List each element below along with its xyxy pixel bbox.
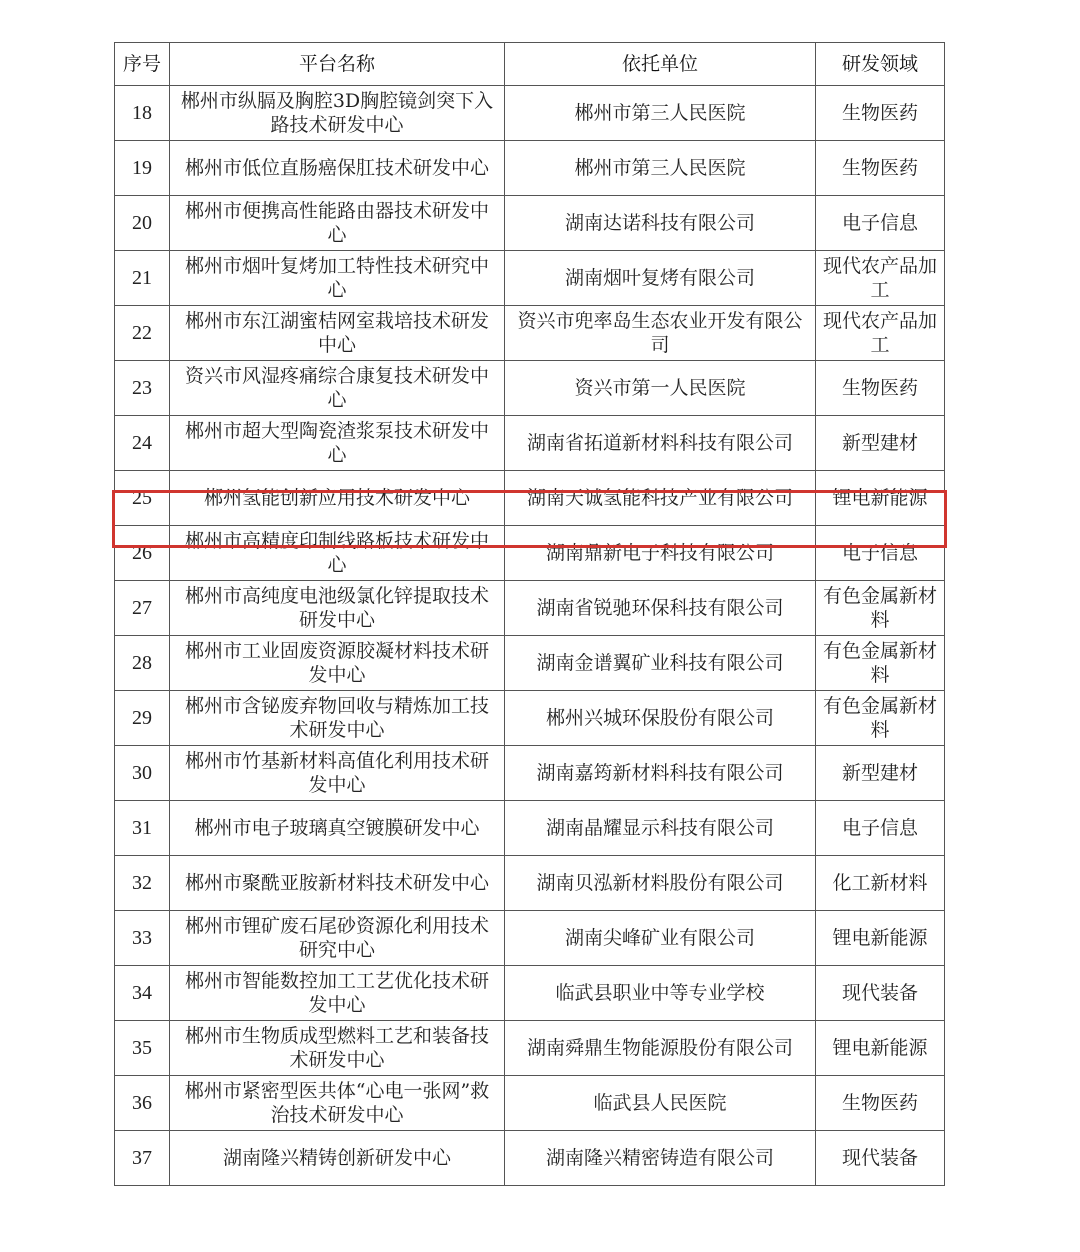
cell-host-unit: 临武县人民医院 <box>505 1076 816 1131</box>
table-row <box>115 856 945 911</box>
cell-host-unit: 湖南嘉筠新材料科技有限公司 <box>505 746 816 801</box>
cell-host-unit: 湖南天诚氢能科技产业有限公司 <box>505 471 816 526</box>
cell-serial-number: 31 <box>115 801 170 856</box>
cell-serial-number: 23 <box>115 361 170 416</box>
cell-host-unit: 湖南达诺科技有限公司 <box>505 196 816 251</box>
cell-rd-field: 有色金属新材料 <box>816 691 945 746</box>
cell-rd-field: 现代装备 <box>816 1131 945 1186</box>
cell-platform-name: 郴州市高纯度电池级氯化锌提取技术研发中心 <box>170 581 505 636</box>
cell-platform-name: 资兴市风湿疼痛综合康复技术研发中心 <box>170 361 505 416</box>
cell-rd-field: 生物医药 <box>816 86 945 141</box>
cell-platform-name: 郴州市含铋废弃物回收与精炼加工技术研发中心 <box>170 691 505 746</box>
cell-serial-number: 20 <box>115 196 170 251</box>
cell-platform-name: 郴州市东江湖蜜桔网室栽培技术研发中心 <box>170 306 505 361</box>
cell-serial-number: 30 <box>115 746 170 801</box>
cell-rd-field: 有色金属新材料 <box>816 581 945 636</box>
cell-host-unit: 郴州市第三人民医院 <box>505 141 816 196</box>
cell-serial-number: 36 <box>115 1076 170 1131</box>
cell-platform-name: 郴州市智能数控加工工艺优化技术研发中心 <box>170 966 505 1021</box>
table-row <box>115 1021 945 1076</box>
cell-platform-name: 郴州市工业固废资源胶凝材料技术研发中心 <box>170 636 505 691</box>
cell-rd-field: 生物医药 <box>816 141 945 196</box>
cell-serial-number: 18 <box>115 86 170 141</box>
table-header-row <box>115 43 945 86</box>
cell-serial-number: 28 <box>115 636 170 691</box>
cell-rd-field: 有色金属新材料 <box>816 636 945 691</box>
table-row <box>115 306 945 361</box>
cell-platform-name: 郴州市烟叶复烤加工特性技术研究中心 <box>170 251 505 306</box>
cell-platform-name: 郴州市高精度印制线路板技术研发中心 <box>170 526 505 581</box>
table-row <box>115 636 945 691</box>
table-row <box>115 251 945 306</box>
cell-serial-number: 33 <box>115 911 170 966</box>
cell-rd-field: 现代装备 <box>816 966 945 1021</box>
cell-host-unit: 湖南金谱翼矿业科技有限公司 <box>505 636 816 691</box>
cell-serial-number: 22 <box>115 306 170 361</box>
cell-serial-number: 35 <box>115 1021 170 1076</box>
cell-rd-field: 锂电新能源 <box>816 911 945 966</box>
cell-platform-name: 郴州市纵膈及胸腔3D胸腔镜剑突下入路技术研发中心 <box>170 86 505 141</box>
cell-host-unit: 资兴市第一人民医院 <box>505 361 816 416</box>
cell-serial-number: 34 <box>115 966 170 1021</box>
table-row <box>115 581 945 636</box>
cell-platform-name: 郴州市电子玻璃真空镀膜研发中心 <box>170 801 505 856</box>
platform-table <box>114 42 945 1186</box>
cell-platform-name: 郴州氢能创新应用技术研发中心 <box>170 471 505 526</box>
cell-serial-number: 19 <box>115 141 170 196</box>
cell-rd-field: 锂电新能源 <box>816 471 945 526</box>
header-serial-number: 序号 <box>115 43 170 86</box>
cell-serial-number: 29 <box>115 691 170 746</box>
cell-serial-number: 21 <box>115 251 170 306</box>
cell-host-unit: 湖南尖峰矿业有限公司 <box>505 911 816 966</box>
cell-rd-field: 电子信息 <box>816 526 945 581</box>
cell-rd-field: 生物医药 <box>816 361 945 416</box>
cell-host-unit: 郴州市第三人民医院 <box>505 86 816 141</box>
cell-host-unit: 湖南烟叶复烤有限公司 <box>505 251 816 306</box>
cell-serial-number: 37 <box>115 1131 170 1186</box>
table-row <box>115 141 945 196</box>
cell-platform-name: 郴州市便携高性能路由器技术研发中心 <box>170 196 505 251</box>
table-row <box>115 1076 945 1131</box>
cell-host-unit: 资兴市兜率岛生态农业开发有限公司 <box>505 306 816 361</box>
cell-platform-name: 郴州市超大型陶瓷渣浆泵技术研发中心 <box>170 416 505 471</box>
cell-serial-number: 32 <box>115 856 170 911</box>
cell-host-unit: 郴州兴城环保股份有限公司 <box>505 691 816 746</box>
table-row <box>115 746 945 801</box>
cell-serial-number: 26 <box>115 526 170 581</box>
cell-serial-number: 24 <box>115 416 170 471</box>
cell-platform-name: 郴州市紧密型医共体“心电一张网”救治技术研发中心 <box>170 1076 505 1131</box>
table-row <box>115 196 945 251</box>
table-row <box>115 361 945 416</box>
cell-host-unit: 湖南省拓道新材料科技有限公司 <box>505 416 816 471</box>
table-row <box>115 801 945 856</box>
table-row <box>115 416 945 471</box>
cell-platform-name: 郴州市竹基新材料高值化利用技术研发中心 <box>170 746 505 801</box>
header-host-unit: 依托单位 <box>505 43 816 86</box>
cell-host-unit: 湖南省锐驰环保科技有限公司 <box>505 581 816 636</box>
table-row <box>115 966 945 1021</box>
cell-rd-field: 生物医药 <box>816 1076 945 1131</box>
cell-rd-field: 电子信息 <box>816 196 945 251</box>
cell-rd-field: 化工新材料 <box>816 856 945 911</box>
table-row <box>115 526 945 581</box>
cell-host-unit: 湖南晶耀显示科技有限公司 <box>505 801 816 856</box>
header-platform-name: 平台名称 <box>170 43 505 86</box>
cell-serial-number: 25 <box>115 471 170 526</box>
table-row <box>115 691 945 746</box>
header-rd-field: 研发领域 <box>816 43 945 86</box>
cell-platform-name: 郴州市低位直肠癌保肛技术研发中心 <box>170 141 505 196</box>
cell-host-unit: 湖南舜鼎生物能源股份有限公司 <box>505 1021 816 1076</box>
cell-rd-field: 新型建材 <box>816 416 945 471</box>
table-row-highlighted <box>115 471 945 526</box>
cell-rd-field: 现代农产品加工 <box>816 306 945 361</box>
cell-host-unit: 湖南贝泓新材料股份有限公司 <box>505 856 816 911</box>
cell-platform-name: 湖南隆兴精铸创新研发中心 <box>170 1131 505 1186</box>
cell-platform-name: 郴州市锂矿废石尾砂资源化利用技术研究中心 <box>170 911 505 966</box>
table-row <box>115 1131 945 1186</box>
cell-host-unit: 湖南鼎新电子科技有限公司 <box>505 526 816 581</box>
cell-serial-number: 27 <box>115 581 170 636</box>
cell-platform-name: 郴州市生物质成型燃料工艺和装备技术研发中心 <box>170 1021 505 1076</box>
cell-rd-field: 锂电新能源 <box>816 1021 945 1076</box>
cell-rd-field: 新型建材 <box>816 746 945 801</box>
cell-host-unit: 湖南隆兴精密铸造有限公司 <box>505 1131 816 1186</box>
table-row <box>115 86 945 141</box>
cell-platform-name: 郴州市聚酰亚胺新材料技术研发中心 <box>170 856 505 911</box>
cell-host-unit: 临武县职业中等专业学校 <box>505 966 816 1021</box>
table-row <box>115 911 945 966</box>
cell-rd-field: 电子信息 <box>816 801 945 856</box>
cell-rd-field: 现代农产品加工 <box>816 251 945 306</box>
